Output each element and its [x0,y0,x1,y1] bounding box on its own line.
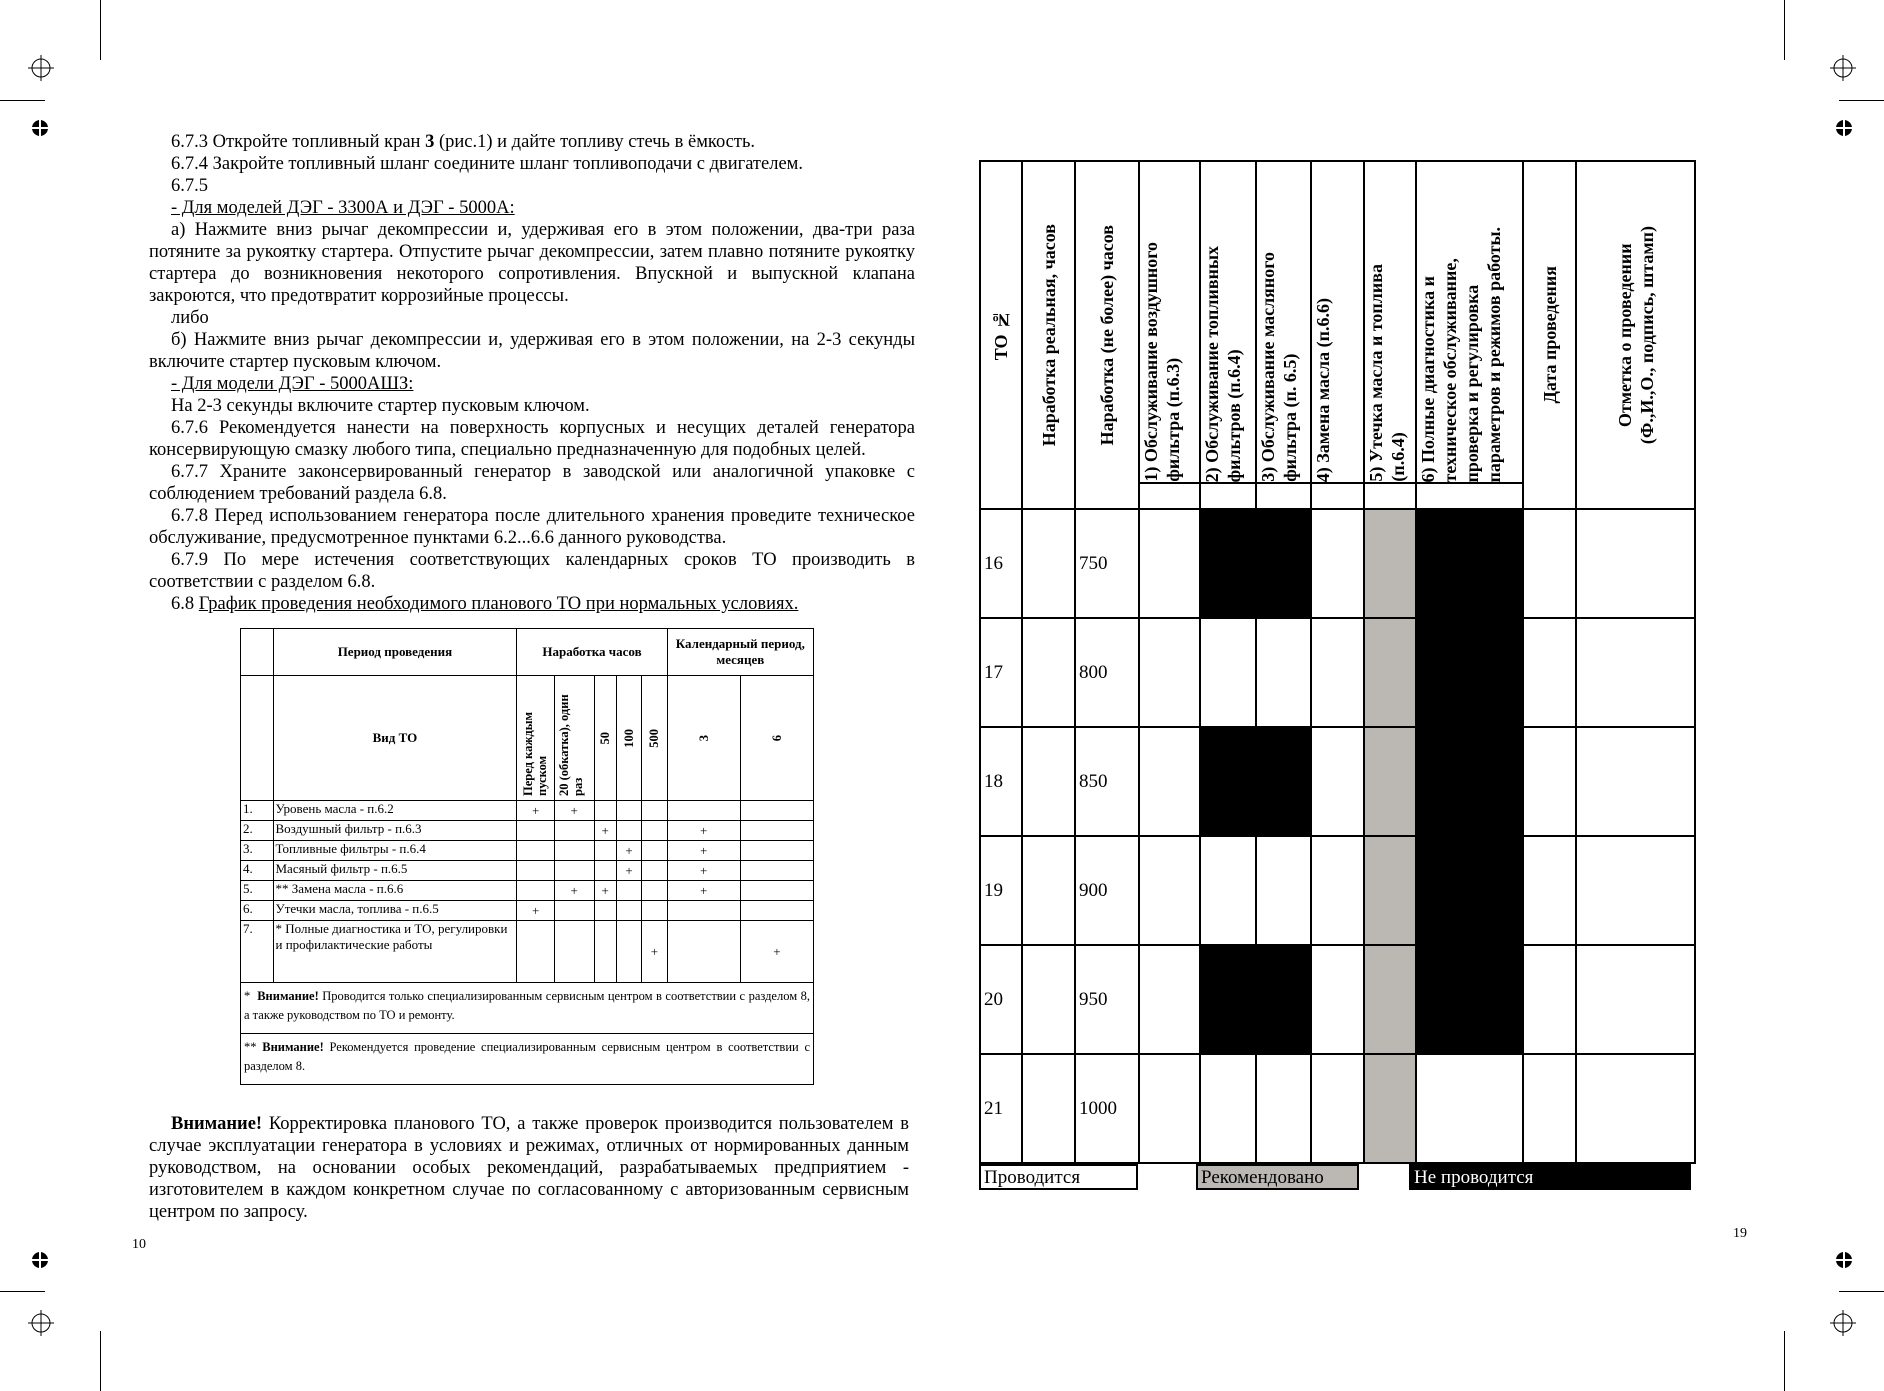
row-mark [616,921,641,983]
header-line: 6) Полные диагностика и [1418,275,1438,482]
signature-cell[interactable] [1576,618,1695,727]
paragraph-6-7-8: 6.7.8 Перед использованием генератора после длительного хранения проведите техническое обслуживание, предусмотренное пунктами 6.2...6.6 данного руководства. [149,506,915,548]
service-cell-6 [1416,509,1523,618]
row-mark [740,841,813,861]
row-mark: + [517,801,555,821]
service-cell-1 [1139,509,1200,618]
service-cell-2 [1200,727,1256,836]
header-line: Отметка о проведении [1614,243,1635,427]
to-row [980,727,1695,836]
service-cell-2 [1200,509,1256,618]
real-hours-cell[interactable] [1022,1054,1075,1163]
row-mark [667,801,740,821]
to-number: 16 [980,509,1022,618]
service-cell-1 [1139,727,1200,836]
row-mark: + [642,921,667,983]
row-mark [517,821,555,841]
note-mark: ** [244,1040,257,1054]
header-line: проверка и регулировка [1462,284,1482,482]
subheader-50: 50 [598,731,613,745]
to-row [980,945,1695,1054]
service-cell-1 [1139,836,1200,945]
header-full-diagnostics [1417,227,1505,483]
service-cell-3 [1256,509,1311,618]
row-number: 5. [241,881,274,901]
service-cell-6 [1416,1054,1523,1163]
legend-label: Рекомендовано [1201,1167,1324,1188]
max-hours: 850 [1075,727,1139,836]
row-name: ** Замена масла - п.6.6 [273,881,517,901]
to-number: 18 [980,727,1022,836]
service-cell-4 [1311,1054,1364,1163]
service-cell-3 [1256,618,1311,727]
service-cell-6 [1416,836,1523,945]
row-mark [642,901,667,921]
row-name: * Полные диагностика и ТО, регулировки и профилактические работы [273,921,517,983]
header-line: 5) Утечка масла и топлива [1366,264,1386,482]
row-mark: + [554,801,594,821]
row-mark: + [594,881,616,901]
subheader-6-months: 6 [769,734,784,742]
header-line: параметров и режимов работы. [1484,226,1504,482]
row-mark [554,821,594,841]
registration-mark-icon [28,1310,54,1336]
date-cell[interactable] [1523,509,1576,618]
header-line: фильтра (п.6.3) [1163,358,1183,482]
header-hours: Наработка часов [517,629,667,676]
row-mark: + [616,861,641,881]
to-log-table [979,160,1696,1164]
paragraph-6-7-5: 6.7.5 [171,176,208,196]
header-oil-filter [1257,252,1301,482]
max-hours: 800 [1075,618,1139,727]
row-mark [594,861,616,881]
header-period: Период проведения [273,629,517,676]
schedule-row [241,801,814,821]
row-mark: + [517,901,555,921]
row-mark [667,921,740,983]
schedule-row [241,821,814,841]
date-cell[interactable] [1523,727,1576,836]
header-line: 3) Обслуживание масляного [1258,252,1278,482]
paragraph-6-7-7: 6.7.7 Храните законсервированный генератор в заводской или аналогичной упаковке с соблюдением требований раздела 6.8. [149,462,915,504]
section-6-8-heading [149,593,915,615]
row-mark [616,901,641,921]
row-number: 2. [241,821,274,841]
row-mark [517,861,555,881]
text: (рис.1) и дайте топливу стечь в ёмкость. [434,132,756,152]
row-mark [517,841,555,861]
note-1 [241,983,814,1034]
row-mark [642,821,667,841]
subheader-before-start: Перед каждым пуском [520,711,549,796]
service-cell-6 [1416,727,1523,836]
note-bold: Внимание! [262,1040,324,1054]
paragraph-or: либо [171,308,209,328]
row-mark [740,881,813,901]
row-number: 7. [241,921,274,983]
crop-mark [100,0,101,60]
warning-bold: Внимание! [171,1114,263,1134]
max-hours: 950 [1075,945,1139,1054]
header-line: 4) Замена масла (п.6.6) [1313,297,1333,482]
service-cell-4 [1311,945,1364,1054]
legend-recommended [1196,1164,1359,1190]
service-cell-3 [1256,1054,1311,1163]
registration-dot-icon [1836,1252,1852,1268]
header-line: фильтра (п. 6.5) [1280,353,1300,482]
header-line: техническое обслуживание, [1440,257,1460,482]
service-cell-2 [1200,618,1256,727]
date-cell[interactable] [1523,1054,1576,1163]
to-row [980,618,1695,727]
paragraph-6-7-4: 6.7.4 Закройте топливный шланг соедините шланг топливоподачи с двигателем. [171,154,804,174]
signature-cell[interactable] [1576,836,1695,945]
date-cell[interactable] [1523,618,1576,727]
subheading-models: - Для моделей ДЭГ - 3300А и ДЭГ - 5000А: [171,198,515,218]
service-cell-3 [1256,836,1311,945]
service-cell-5 [1364,836,1416,945]
service-cell-1 [1139,945,1200,1054]
crop-mark [1784,0,1785,60]
real-hours-cell[interactable] [1022,836,1075,945]
row-mark [642,841,667,861]
subheader-500: 500 [647,728,662,748]
paragraph-b: б) Нажмите вниз рычаг декомпрессии и, удерживая его в этом положении, на 2-3 секунды включите стартер пусковым ключом. [149,330,915,372]
crop-mark [0,100,45,101]
row-mark: + [667,841,740,861]
header-calendar: Календарный период, месяцев [667,629,813,676]
real-hours-cell[interactable] [1022,618,1075,727]
service-cell-6 [1416,618,1523,727]
service-cell-4 [1311,727,1364,836]
schedule-row [241,921,814,983]
signature-cell[interactable] [1576,1054,1695,1163]
row-mark [616,801,641,821]
row-mark: + [616,841,641,861]
max-hours: 900 [1075,836,1139,945]
row-mark [616,821,641,841]
real-hours-cell[interactable] [1022,509,1075,618]
row-mark [594,921,616,983]
row-mark [740,801,813,821]
header-date: Дата проведения [1539,266,1560,404]
to-number: 17 [980,618,1022,727]
date-cell[interactable] [1523,836,1576,945]
to-row [980,509,1695,618]
real-hours-cell[interactable] [1022,945,1075,1054]
header-fuel-filters [1201,246,1245,482]
service-cell-5 [1364,618,1416,727]
maintenance-schedule-table [240,628,814,1085]
registration-mark-icon [1830,1310,1856,1336]
row-mark [642,881,667,901]
service-cell-5 [1364,1054,1416,1163]
row-number: 1. [241,801,274,821]
row-number: 6. [241,901,274,921]
header-leak-check [1365,264,1409,482]
to-row [980,1054,1695,1163]
paragraph-starter: На 2-3 секунды включите стартер пусковым ключом. [171,396,590,416]
real-hours-cell[interactable] [1022,727,1075,836]
to-number: 20 [980,945,1022,1054]
legend-not-done [1409,1164,1691,1190]
service-cell-3 [1256,727,1311,836]
row-mark [594,801,616,821]
row-mark: + [667,821,740,841]
service-cell-4 [1311,509,1364,618]
row-mark [517,881,555,901]
crop-mark [1839,100,1884,101]
row-mark [667,901,740,921]
crop-mark [0,1291,45,1292]
left-page-text [149,131,915,615]
service-cell-3 [1256,945,1311,1054]
row-number: 4. [241,861,274,881]
row-mark [642,861,667,881]
row-mark: + [554,881,594,901]
paragraph-6-7-9: 6.7.9 По мере истечения соответствующих календарных сроков ТО производить в соответствии с разделом 6.8. [149,550,915,592]
crop-mark [100,1331,101,1391]
row-mark: + [667,861,740,881]
note-bold: Внимание! [257,989,319,1003]
row-name: Воздушный фильтр - п.6.3 [273,821,517,841]
section-title: График проведения необходимого планового ТО при нормальных условиях. [198,594,799,614]
schedule-row [241,861,814,881]
header-to-number: ТО № [991,309,1011,361]
service-cell-5 [1364,509,1416,618]
row-name: Топливные фильтры - п.6.4 [273,841,517,861]
service-cell-1 [1139,1054,1200,1163]
note-text: Проводится только специализированным сервисным центром в соответствии с разделом 8, а также руководством по ТО и ремонту. [244,989,810,1022]
service-cell-2 [1200,836,1256,945]
paragraph-a: а) Нажмите вниз рычаг декомпрессии и, удерживая его в этом положении, два-три раза потяните за рукоятку стартера. Отпустите рычаг декомпрессии, затем плавно потяните рукоятку стартера до возникновения некоторого сопротивления. Впускной и выпускной клапана закроются, что предотвратит коррозийные процессы. [149,220,915,306]
row-mark [616,881,641,901]
service-cell-5 [1364,727,1416,836]
row-mark [554,861,594,881]
header-line: (п.6.4) [1388,432,1408,482]
crop-mark [1784,1331,1785,1391]
signature-cell[interactable] [1576,509,1695,618]
schedule-row [241,881,814,901]
note-2 [241,1034,814,1085]
service-cell-4 [1311,836,1364,945]
subheader-break-in: 20 (обкатка), один раз [557,693,586,796]
text: 6.7.3 Откройте топливный кран [171,132,426,152]
row-name: Масяный фильтр - п.6.5 [273,861,517,881]
registration-mark-icon [1830,55,1856,81]
service-cell-1 [1139,618,1200,727]
subheader-3-months: 3 [696,734,711,742]
paragraph-6-7-3 [149,131,915,153]
row-mark [517,921,555,983]
registration-dot-icon [32,120,48,136]
page-number-left: 10 [132,1237,146,1252]
header-air-filter [1140,242,1184,482]
paragraph-6-7-6: 6.7.6 Рекомендуется нанести на поверхность корпусных и несущих деталей генератора консервирующую смазку любого типа, специально предназначенную для подобных целей. [149,418,915,460]
to-number: 19 [980,836,1022,945]
legend-label: Не проводится [1414,1167,1534,1188]
row-mark [740,861,813,881]
row-mark [594,901,616,921]
note-text: Рекомендуется проведение специализированным сервисным центром в соответствии с разделом 8. [244,1040,810,1073]
header-signature [1614,226,1658,444]
row-mark [594,841,616,861]
row-mark: + [667,881,740,901]
subheading-model-5000: - Для модели ДЭГ - 5000АШЗ: [171,374,414,394]
schedule-row [241,901,814,921]
row-mark [740,821,813,841]
subheader-100: 100 [622,728,637,748]
warning-text: Корректировка планового ТО, а также проверок производится пользователем в случае эксплуатации генератора в условиях и режимах, отличных от нормированных данным руководством, на основании особых рекомендаций, разрабатываемых предприятием - изготовителем в каждом конкретном случае по согласованному с авторизованным сервисным центром по запросу. [149,1114,909,1222]
registration-mark-icon [28,55,54,81]
service-cell-2 [1200,1054,1256,1163]
schedule-row [241,841,814,861]
legend-done: Проводится [979,1164,1138,1190]
to-number: 21 [980,1054,1022,1163]
header-line: 1) Обслуживание воздушного [1141,242,1161,482]
section-number: 6.8 [171,594,199,614]
row-name: Утечки масла, топлива - п.6.5 [273,901,517,921]
max-hours: 750 [1075,509,1139,618]
row-mark [554,901,594,921]
note-mark: * [244,989,251,1003]
header-line: фильтров (п.6.4) [1224,349,1244,482]
service-cell-6 [1416,945,1523,1054]
row-mark [554,841,594,861]
to-row [980,836,1695,945]
crop-mark [1839,1291,1884,1292]
row-name: Уровень масла - п.6.2 [273,801,517,821]
registration-dot-icon [1836,120,1852,136]
header-line: (Ф.,И.,О., подпись, штамп) [1636,225,1657,445]
warning-block [149,1113,909,1223]
signature-cell[interactable] [1576,945,1695,1054]
page-number-right: 19 [1733,1226,1747,1241]
date-cell[interactable] [1523,945,1576,1054]
header-oil-change [1312,298,1334,482]
header-max-hours: Наработка (не более) часов [1097,224,1117,446]
row-mark [740,901,813,921]
row-mark [642,801,667,821]
signature-cell[interactable] [1576,727,1695,836]
service-cell-5 [1364,945,1416,1054]
registration-dot-icon [32,1252,48,1268]
header-line: 2) Обслуживание топливных [1202,245,1222,482]
row-mark: + [740,921,813,983]
service-cell-4 [1311,618,1364,727]
row-mark: + [594,821,616,841]
max-hours: 1000 [1075,1054,1139,1163]
row-number: 3. [241,841,274,861]
header-real-hours: Наработка реальная, часов [1038,223,1059,447]
row-mark [554,921,594,983]
text: 3 [425,132,435,152]
service-cell-2 [1200,945,1256,1054]
header-type: Вид ТО [273,676,517,801]
